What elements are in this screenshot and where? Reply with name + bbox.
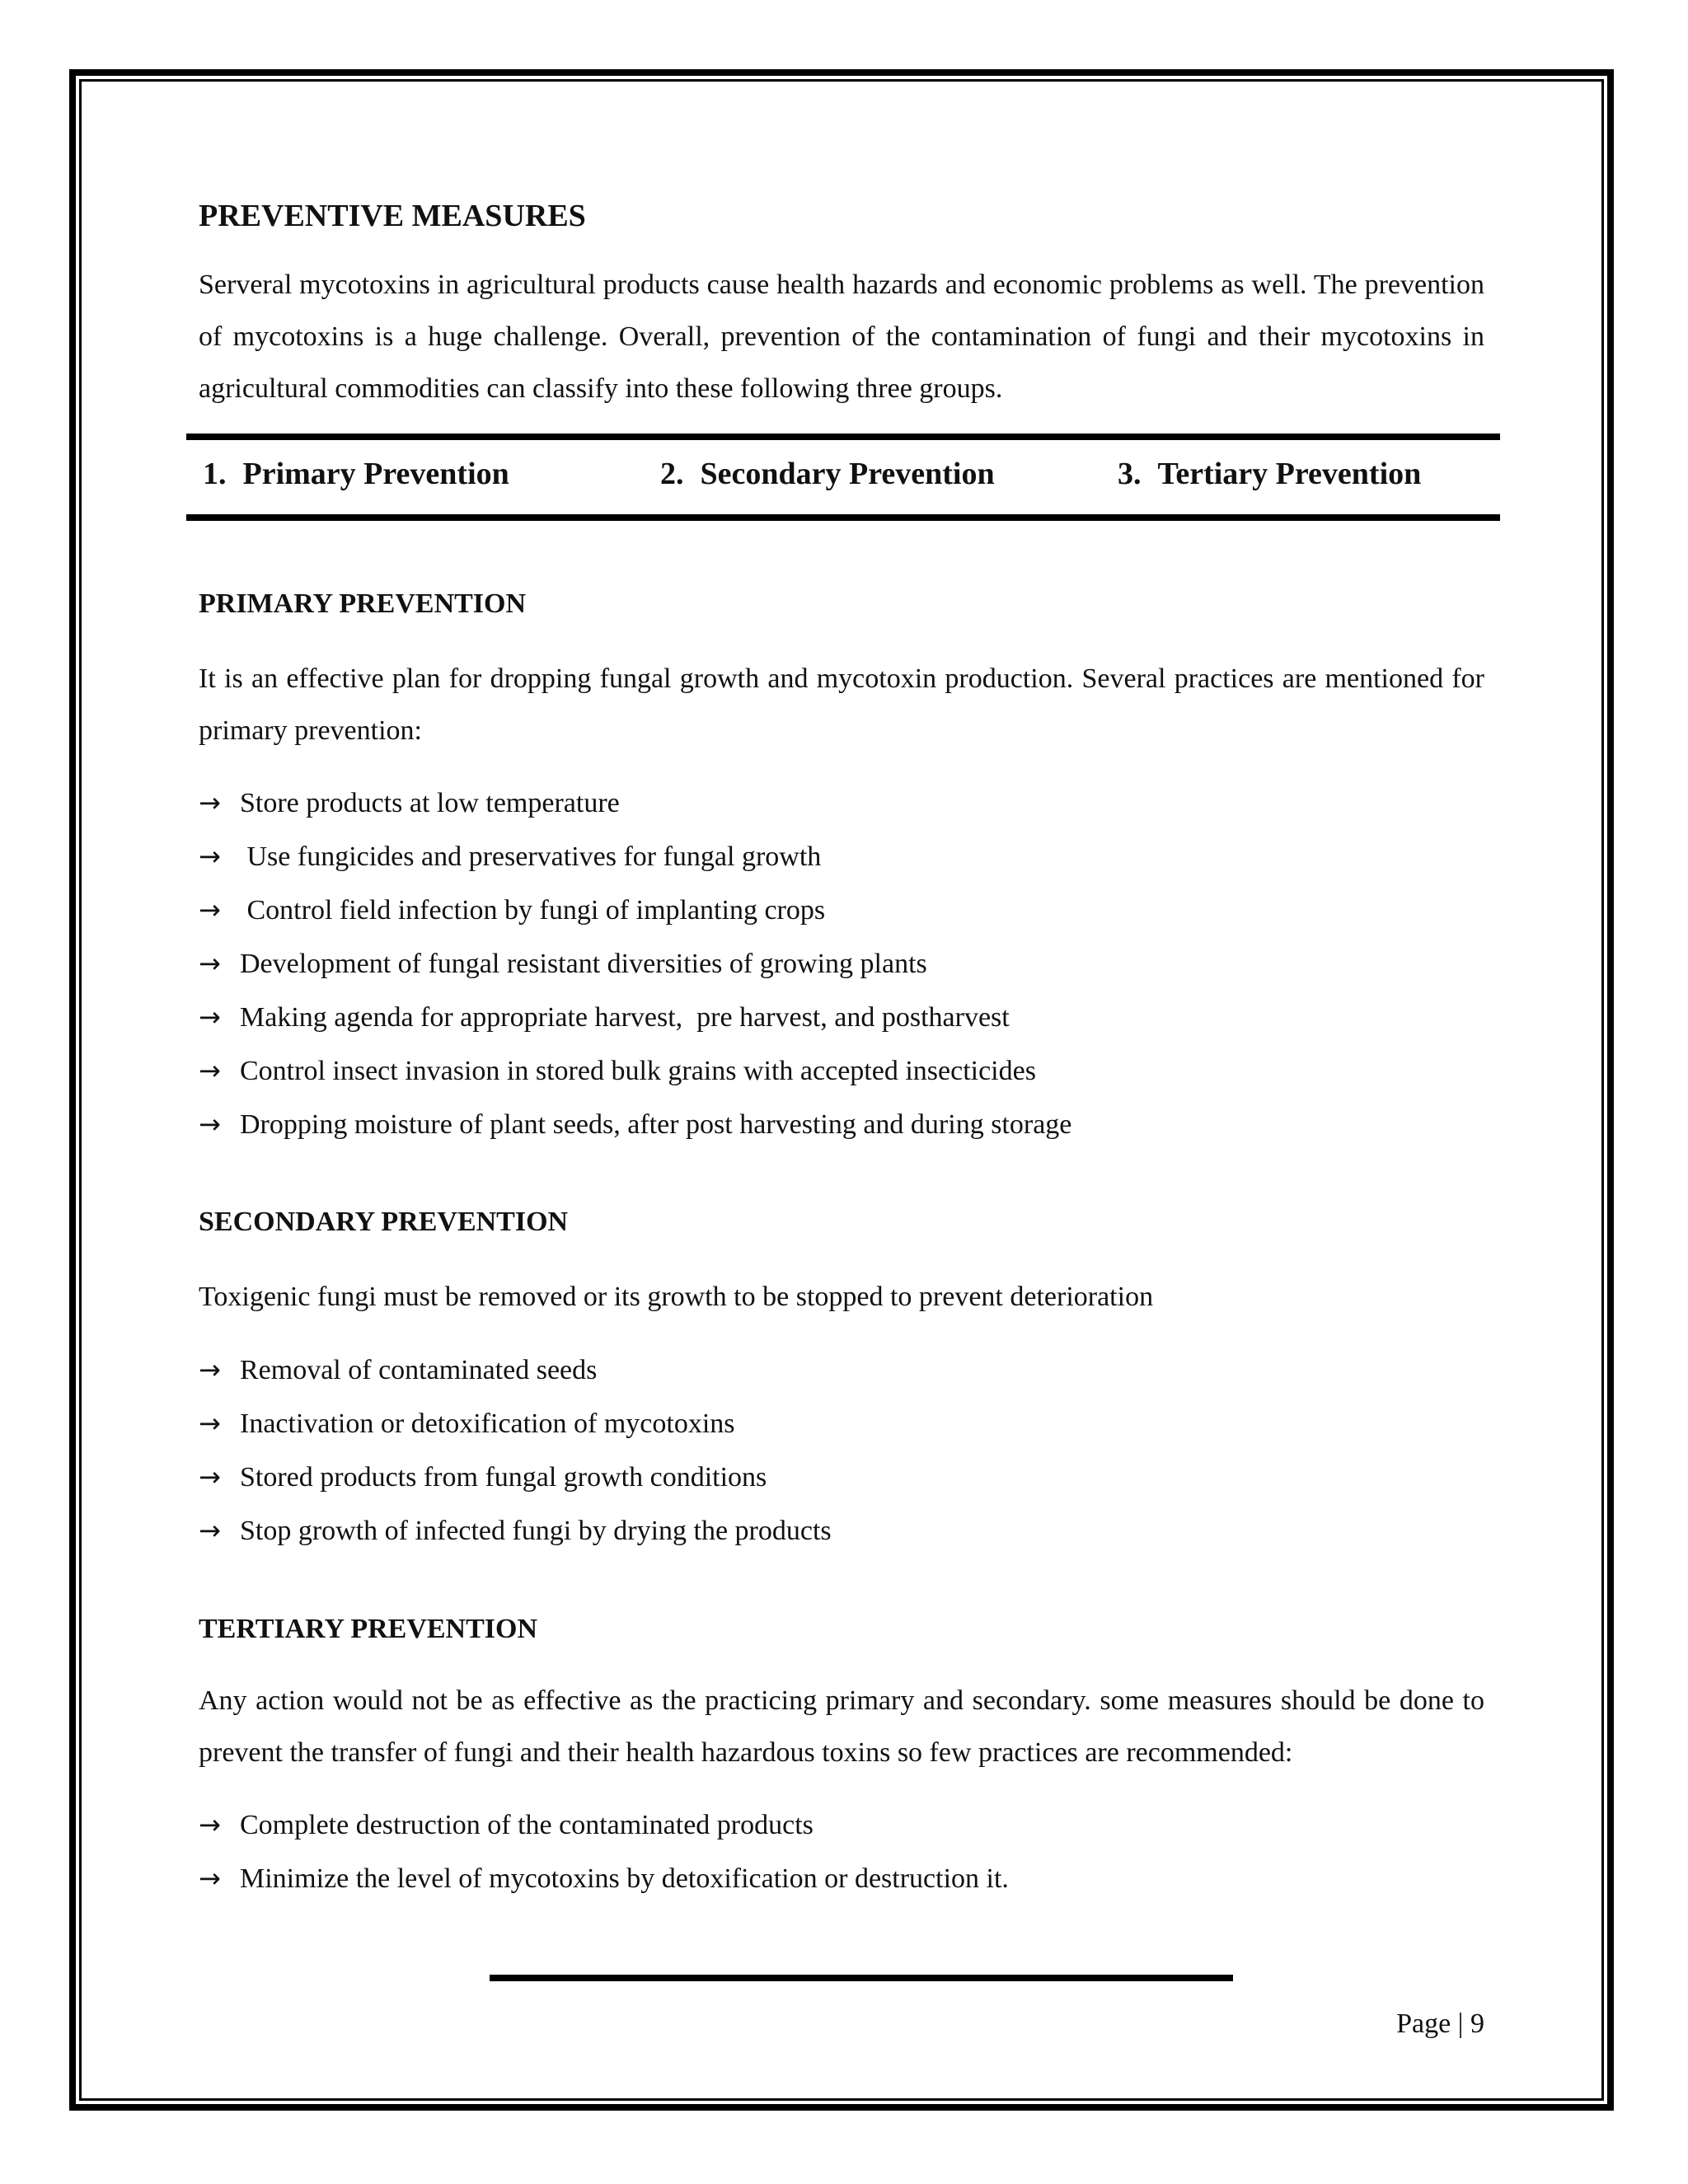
arrow-right-icon: →	[199, 841, 221, 872]
arrow-right-icon: →	[199, 1408, 221, 1439]
page-title: PREVENTIVE MEASURES	[199, 199, 586, 233]
groups-top-rule	[186, 434, 1500, 440]
prevention-groups	[203, 456, 1489, 500]
list-item	[199, 937, 1071, 991]
arrow-right-icon: →	[199, 894, 221, 926]
list-item-text: Removal of contaminated seeds	[240, 1355, 598, 1385]
group-number: 1.	[203, 457, 227, 491]
group-number: 2.	[660, 457, 684, 491]
group-label: Primary Prevention	[242, 457, 509, 491]
list-item-text: Stored products from fungal growth conditions	[240, 1462, 767, 1493]
list-item	[199, 1504, 832, 1558]
list-item-text: Complete destruction of the contaminated products	[240, 1810, 814, 1840]
list-item	[199, 1098, 1071, 1151]
list-item-text: Dropping moisture of plant seeds, after post harvesting and during storage	[240, 1109, 1072, 1140]
primary-list	[199, 776, 1071, 1151]
group-label: Secondary Prevention	[700, 457, 995, 491]
section-heading-primary: PRIMARY PREVENTION	[199, 588, 527, 619]
tertiary-list	[199, 1798, 1009, 1905]
list-item	[199, 776, 1071, 830]
arrow-right-icon: →	[199, 1515, 221, 1546]
section-heading-tertiary: TERTIARY PREVENTION	[199, 1614, 538, 1644]
list-item	[199, 883, 1071, 937]
list-item-text: Making agenda for appropriate harvest, pre harvest, and postharvest	[240, 1002, 1010, 1033]
group-label: Tertiary Prevention	[1157, 457, 1422, 491]
groups-bottom-rule	[186, 514, 1500, 521]
group-tertiary	[1118, 456, 1421, 492]
secondary-list	[199, 1343, 832, 1558]
list-item-text: Store products at low temperature	[240, 788, 620, 818]
group-primary	[203, 456, 509, 492]
list-item	[199, 1397, 832, 1451]
secondary-paragraph: Toxigenic fungi must be removed or its growth to be stopped to prevent deterioration	[199, 1282, 1154, 1312]
arrow-right-icon: →	[199, 1354, 221, 1385]
list-item-text: Development of fungal resistant diversities of growing plants	[240, 949, 927, 979]
footer-divider	[490, 1975, 1233, 1981]
list-item	[199, 1451, 832, 1504]
arrow-right-icon: →	[199, 787, 221, 818]
primary-paragraph: It is an effective plan for dropping fungal growth and mycotoxin production. Several practices are mentioned for primary prevention:	[199, 663, 1484, 746]
list-item	[199, 1798, 1009, 1852]
arrow-right-icon: →	[199, 1001, 221, 1033]
list-item-text: Minimize the level of mycotoxins by detoxification or destruction it.	[240, 1863, 1009, 1894]
tertiary-paragraph: Any action would not be as effective as the practicing primary and secondary. some measures should be done to prevent the transfer of fungi and their health hazardous toxins so few practices are recommended:	[199, 1685, 1484, 1768]
arrow-right-icon: →	[199, 1055, 221, 1086]
page-number: Page | 9	[1396, 2008, 1484, 2039]
list-item	[199, 991, 1071, 1044]
group-secondary	[660, 456, 995, 492]
arrow-right-icon: →	[199, 1461, 221, 1493]
list-item-text: Stop growth of infected fungi by drying the products	[240, 1516, 832, 1546]
arrow-right-icon: →	[199, 1863, 221, 1894]
arrow-right-icon: →	[199, 1108, 221, 1140]
list-item-text: Control field infection by fungi of implanting crops	[240, 895, 826, 926]
list-item	[199, 1852, 1009, 1905]
list-item	[199, 1044, 1071, 1098]
list-item-text: Inactivation or detoxification of mycotoxins	[240, 1408, 735, 1439]
list-item	[199, 1343, 832, 1397]
section-heading-secondary: SECONDARY PREVENTION	[199, 1207, 569, 1237]
list-item-text: Control insect invasion in stored bulk grains with accepted insecticides	[240, 1056, 1036, 1086]
list-item	[199, 830, 1071, 883]
arrow-right-icon: →	[199, 948, 221, 979]
intro-paragraph: Serveral mycotoxins in agricultural products cause health hazards and economic problems as well. The prevention of mycotoxins is a huge challenge. Overall, prevention of the contamination of fungi and their mycotoxins in agricultural commodities can classify into these following three groups.	[199, 269, 1484, 404]
arrow-right-icon: →	[199, 1809, 221, 1840]
list-item-text: Use fungicides and preservatives for fungal growth	[240, 841, 822, 872]
group-number: 3.	[1118, 457, 1142, 491]
